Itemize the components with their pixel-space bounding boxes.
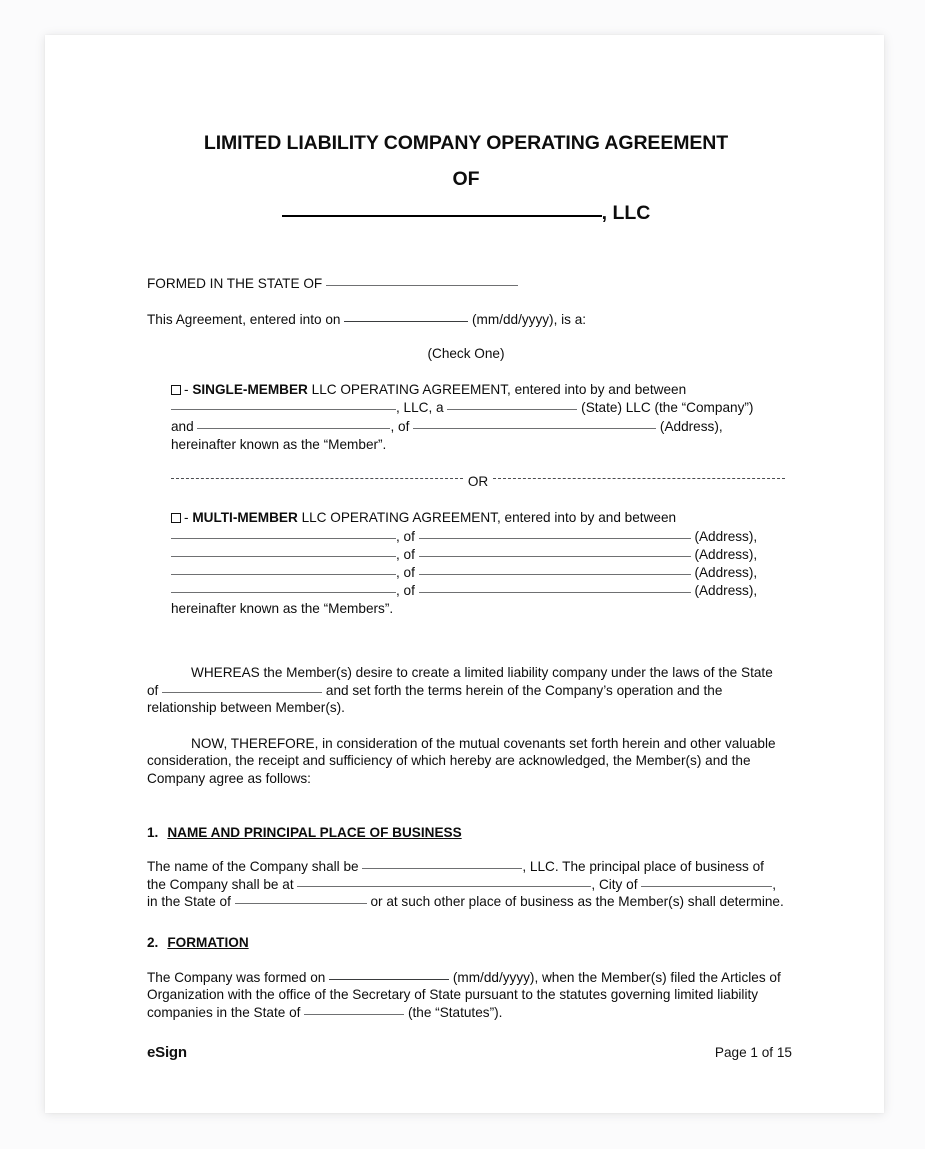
or-divider-right-dashes [493,478,785,479]
single-member-row2-start: and [171,418,194,434]
document-body [147,130,785,1021]
multi-member-dash: - [184,509,189,525]
section2-text-2: (mm/dd/yyyy), when the Member(s) filed the Articles of Organization with the office of the Secretary of State pursuant to the statutes governing limited liability companies in the State of [147,969,781,1020]
section2-state-blank[interactable] [304,1014,404,1015]
single-member-checkbox[interactable] [171,385,181,395]
or-divider-left-dashes [171,478,463,479]
single-member-heading-rest: LLC OPERATING AGREEMENT, entered into by and between [311,381,687,397]
multi-member-name-blank[interactable] [171,556,396,557]
section1-text-1: The name of the Company shall be [147,859,359,875]
agreement-date-prefix: This Agreement, entered into on [147,311,341,327]
section-number-1: 1. [147,824,159,840]
title-of-label: OF [452,168,480,190]
multi-member-row-end: (Address), [694,546,758,562]
brand-logo: eSign [147,1044,187,1061]
multi-member-row [171,564,785,582]
multi-member-checkbox[interactable] [171,513,181,523]
document-page [45,35,884,1113]
section1-company-name-blank[interactable] [362,868,522,869]
title-block [147,130,785,228]
or-divider [147,473,785,491]
title-llc-suffix: , LLC [601,202,651,224]
multi-member-row-mid: , of [396,564,415,580]
multi-member-tail: hereinafter known as the “Members”. [171,601,394,617]
section1-text-5: or at such other place of business as the Member(s) shall determine. [370,894,784,910]
section2-text-3: (the “Statutes”). [407,1004,503,1020]
single-member-row2-end: (Address), [659,418,723,434]
formed-in-state-label: FORMED IN THE STATE OF [147,276,323,291]
section1-text-4: , in the State of [147,876,777,910]
section1-address-blank[interactable] [297,886,591,887]
single-member-company-blank[interactable] [171,409,396,410]
document-page-container [45,35,884,1113]
section1-state-blank[interactable] [235,903,367,904]
multi-member-address-blank[interactable] [419,556,691,557]
single-member-state-blank[interactable] [447,409,577,410]
single-member-name-blank[interactable] [197,428,390,429]
multi-member-heading [171,509,785,527]
section-body-2 [147,969,785,1022]
whereas-text-part1: WHEREAS the Member(s) desire to create a limited liability company under the laws of the State of [147,664,773,698]
whereas-text-part2: and set forth the terms herein of the Company’s operation and the relationship between Member(s). [147,682,723,716]
multi-member-address-blank[interactable] [419,574,691,575]
single-member-row-1 [171,399,785,417]
multi-member-name-blank[interactable] [171,592,396,593]
section1-text-2: , LLC. The principal place of business of the Company shall be at [147,859,764,892]
now-therefore-paragraph: NOW, THEREFORE, in consideration of the mutual covenants set forth herein and other valuable consideration, the receipt and sufficiency of which hereby are acknowledged, the Member(s) and the Company agree as follows: [147,735,776,786]
section-heading-1 [147,824,785,842]
multi-member-option [147,509,785,618]
section1-city-blank[interactable] [641,886,772,887]
multi-member-address-blank[interactable] [419,538,691,539]
section-title-2: FORMATION [167,934,249,950]
multi-member-row-end: (Address), [694,583,758,599]
formed-state-blank[interactable] [326,285,518,286]
page-title: LIMITED LIABILITY COMPANY OPERATING AGREEMENT [203,132,729,154]
single-member-row1-mid: , LLC, a [396,400,444,416]
section-number-2: 2. [147,934,159,950]
multi-member-row-end: (Address), [694,564,758,580]
multi-member-row-mid: , of [396,546,415,562]
single-member-fields [171,399,785,453]
multi-member-row-mid: , of [396,528,415,544]
company-name-blank[interactable] [282,215,602,217]
section2-text-1: The Company was formed on [147,969,326,985]
section-heading-2 [147,934,785,952]
or-divider-label: OR [467,474,489,490]
agreement-date-row [147,311,785,329]
multi-member-row [171,582,785,600]
page-footer [147,1044,792,1061]
single-member-strong-label: SINGLE-MEMBER [192,381,308,397]
section-body-1 [147,858,785,911]
multi-member-strong-label: MULTI-MEMBER [192,509,298,525]
whereas-state-blank[interactable] [162,692,322,693]
multi-member-row-mid: , of [396,583,415,599]
page-number: Page 1 of 15 [714,1045,792,1060]
multi-member-row [171,546,785,564]
agreement-date-blank[interactable] [344,321,468,322]
multi-member-fields [171,528,785,618]
single-member-address-blank[interactable] [413,428,656,429]
multi-member-row-end: (Address), [694,528,758,544]
whereas-paragraph [147,664,785,717]
section-title-1: NAME AND PRINCIPAL PLACE OF BUSINESS [167,824,462,840]
multi-member-row [171,528,785,546]
agreement-date-format: (mm/dd/yyyy), is a: [472,311,587,327]
formed-in-state-row [147,275,785,293]
section1-text-3: , City of [591,876,638,892]
section2-formation-date-blank[interactable] [329,979,449,980]
single-member-row1-end: (State) LLC (the “Company”) [581,400,754,416]
multi-member-name-blank[interactable] [171,574,396,575]
single-member-option [147,381,785,454]
company-name-title-row [147,198,785,228]
multi-member-name-blank[interactable] [171,538,396,539]
multi-member-address-blank[interactable] [419,592,691,593]
single-member-row-2 [171,418,785,436]
multi-member-heading-rest: LLC OPERATING AGREEMENT, entered into by and between [301,509,677,525]
single-member-tail: hereinafter known as the “Member”. [171,436,387,452]
single-member-dash: - [184,381,189,397]
single-member-row2-mid: , of [390,418,410,434]
single-member-heading [171,381,785,399]
check-one-label: (Check One) [427,346,505,362]
